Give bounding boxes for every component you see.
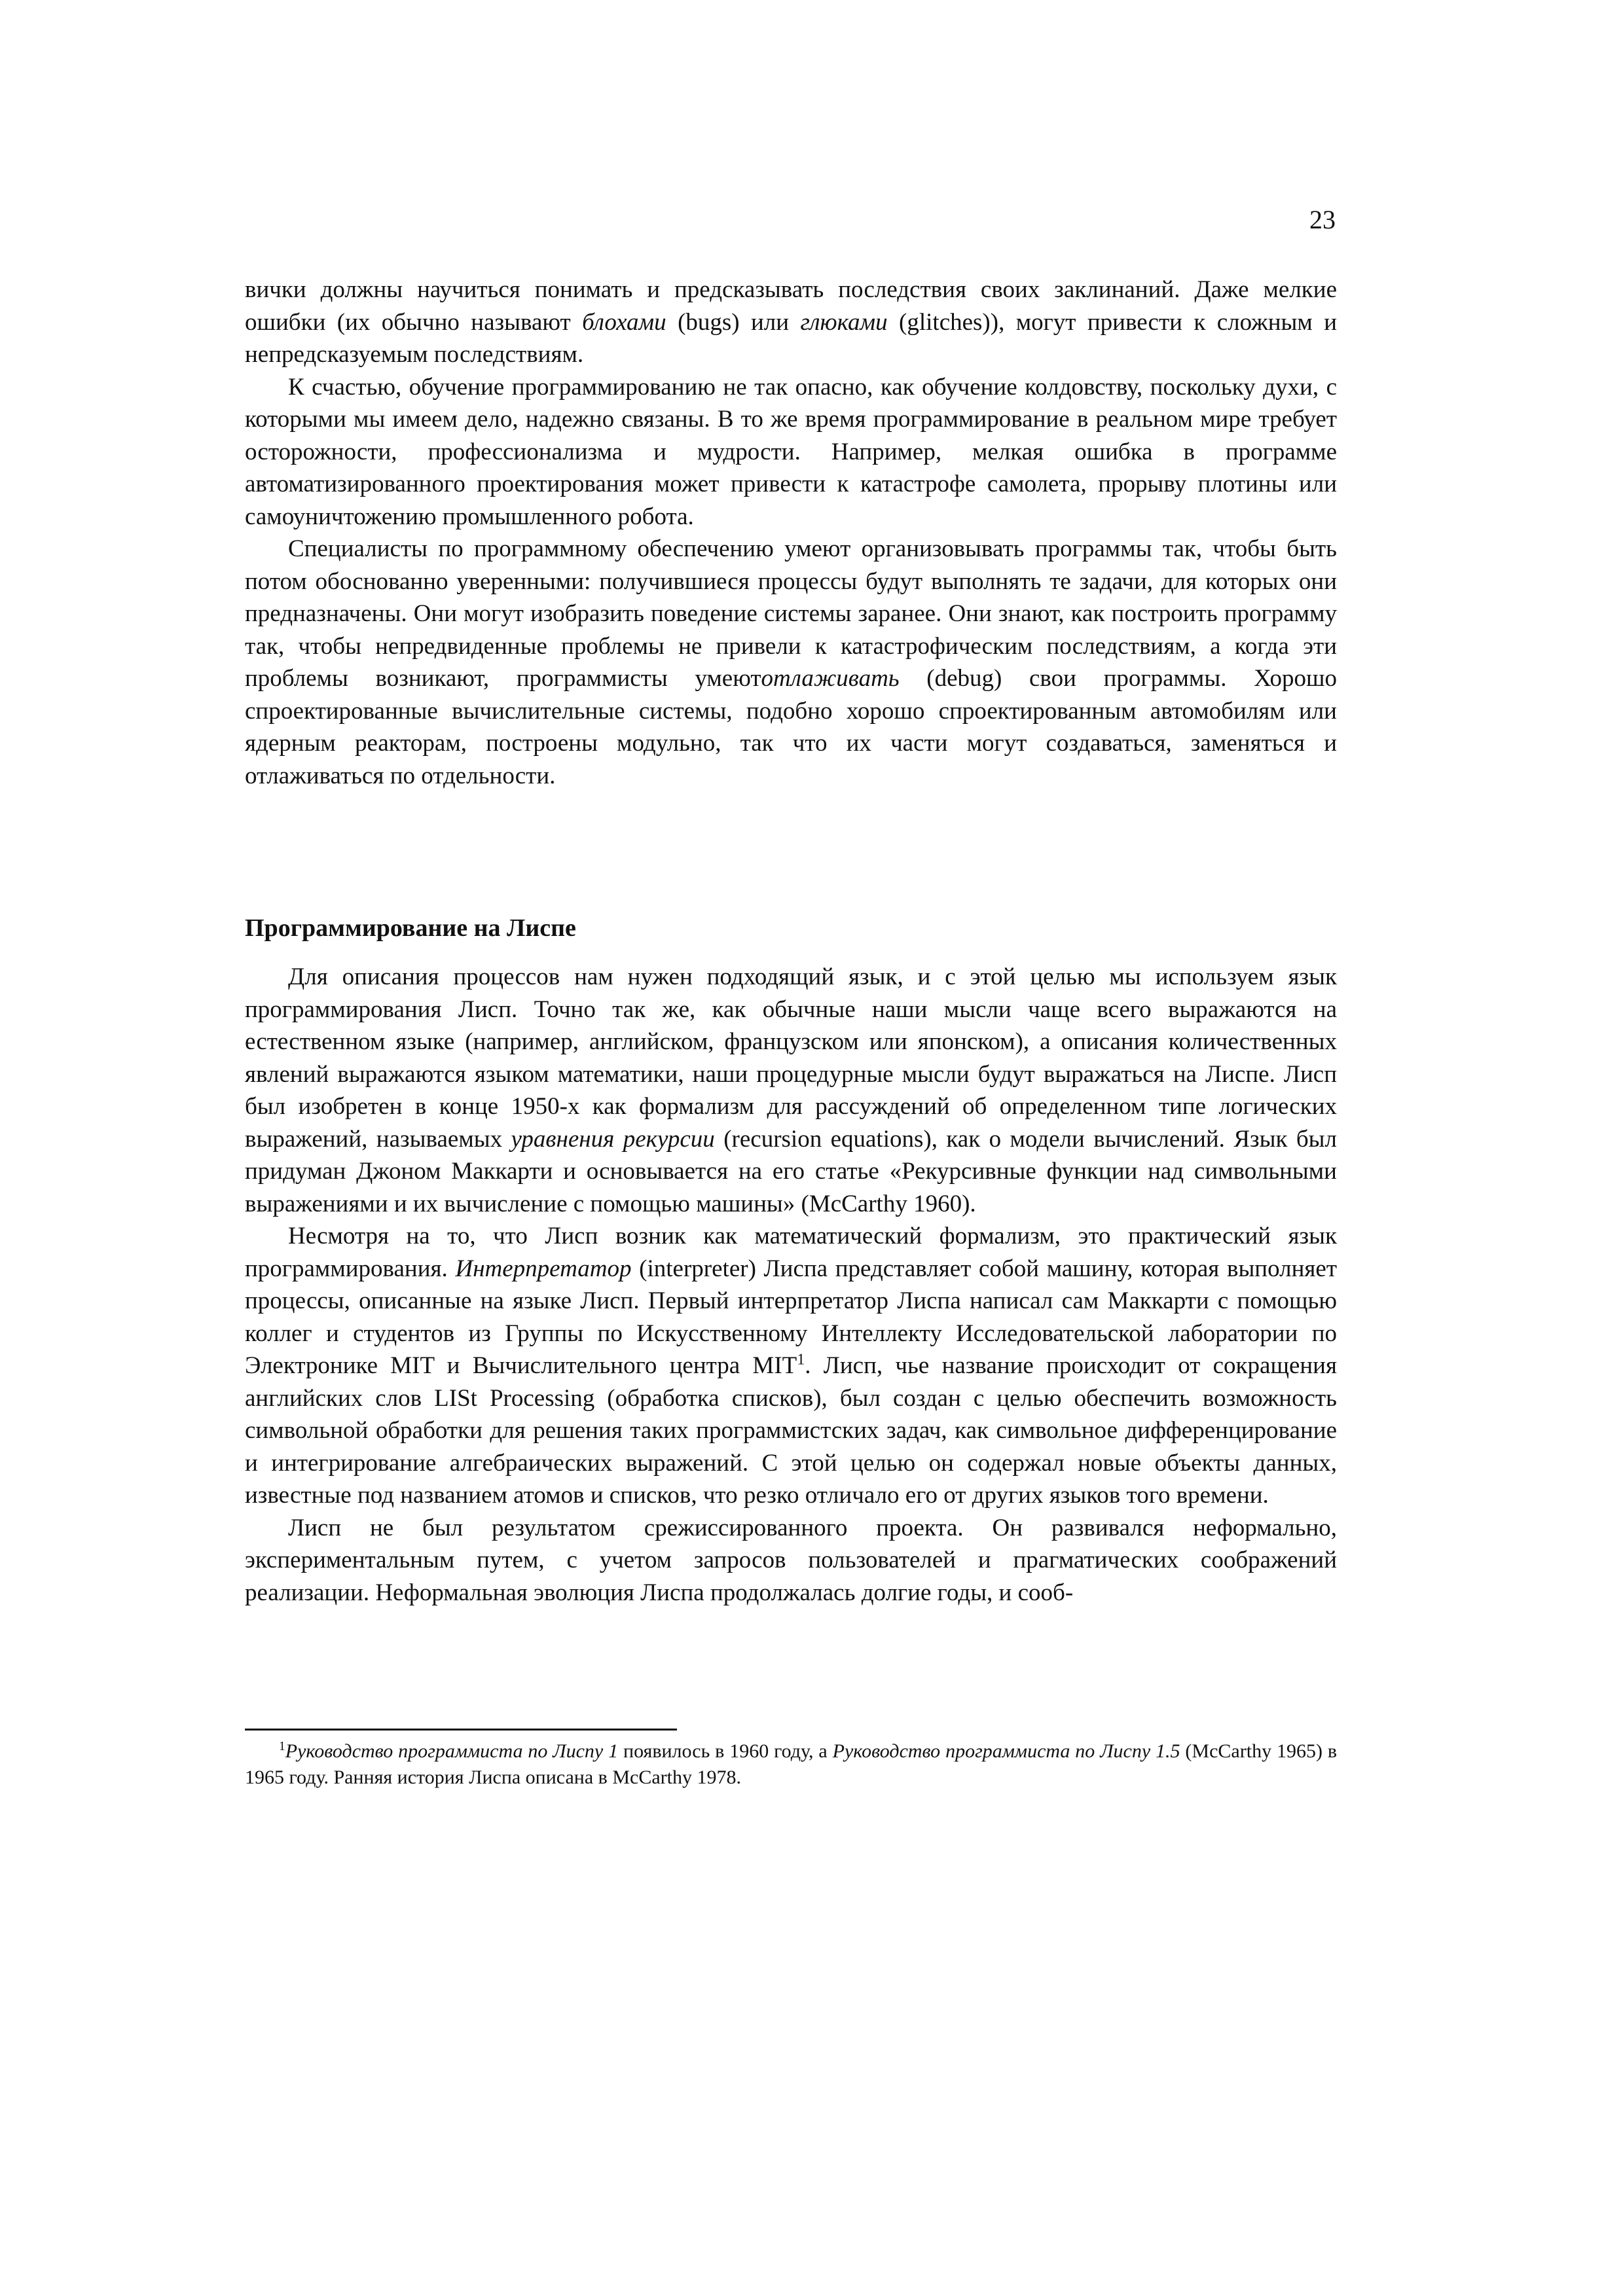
paragraph-lisp-evolution: Лисп не был результатом срежиссированного проекта. Он развивался неформально, экспериментальным путем, с учетом запросов пользователей и прагматических соображений реализации. Неформальная эволюция Лиспа продолжалась долгие годы, и сооб-: [245, 1514, 1337, 1606]
footnote-reference: 1: [797, 1351, 805, 1369]
term-debug: отлаживать: [761, 665, 900, 692]
page-number: 23: [1309, 205, 1336, 234]
term-recursion-equations: уравнения рекурсии: [511, 1125, 715, 1153]
term-glitches: глюками: [800, 308, 888, 336]
term-bugs: блохами: [582, 308, 666, 336]
section-heading: Программирование на Лиспе: [245, 914, 576, 942]
footnote-divider: [245, 1729, 677, 1731]
body-text-top: [245, 274, 1337, 792]
paragraph-software-specialists: Специалисты по программному обеспечению умеют организовывать программы так, чтобы быть потом обоснованно уверенными: получившиеся процессы будут выполнять те задачи, для которых они предназначены. Они могут изобразить поведение системы заранее. Они знают, как построить программу так, чтобы непредвиденные проблемы не привели к катастрофическим последствиям, а когда эти проблемы возникают, программисты умеютотлаживать (debug) свои программы. Хорошо спроектированные вычислительные системы, подобно хорошо спроектированным автомобилям или ядерным реакторам, построены модульно, так что их части могут создаваться, заменяться и отлаживаться по отдельности.: [245, 535, 1337, 789]
paragraph-lisp-interpreter: Несмотря на то, что Лисп возник как математический формализм, это практический язык программирования. Интерпретатор (interpreter) Лиспа представляет собой машину, которая выполняет процессы, описанные на языке Лисп. Первый интерпретатор Лиспа написал сам Маккарти с помощью коллег и студентов из Группы по Искусственному Интеллекту Исследовательской лаборатории по Электронике MIT и Вычислительного центра MIT$^1$. Лисп, чье название происходит от сокращения английских слов LISt Processing (обработка списков), был создан с целью обеспечить возможность символьной обработки для решения таких программистских задач, как символьное дифференцирование и интегрирование алгебраических выражений. С этой целью он содержал новые объекты данных, известные под названием атомов и списков, что резко отличало его от других языков того времени.: [245, 1223, 1337, 1509]
body-text-lisp: [245, 961, 1337, 1609]
footnote-mark: 1: [279, 1740, 285, 1753]
term-interpreter: Интерпретатор: [455, 1255, 632, 1282]
paragraph-spells-bugs: вички должны научиться понимать и предсказывать последствия своих заклинаний. Даже мелкие ошибки (их обычно называют блохами (bugs) или глюками (glitches)), могут привести к сложным и непредсказуемым последствиям.: [245, 276, 1337, 368]
paragraph-programming-risk: К счастью, обучение программированию не так опасно, как обучение колдовству, поскольку духи, с которыми мы имеем дело, надежно связаны. В то же время программирование в реальном мире требует осторожности, профессионализма и мудрости. Например, мелкая ошибка в программе автоматизированного проектирования может привести к катастрофе самолета, прорыву плотины или самоуничтожению промышленного робота.: [245, 373, 1337, 530]
footnote: $^1$Руководство программиста по Лиспу 1 появилось в 1960 году, а Руководство программиста по Лиспу 1.5 (McCarthy 1965) в 1965 году. Ранняя история Лиспа описана в McCarthy 1978.: [245, 1740, 1337, 1788]
paragraph-lisp-language: Для описания процессов нам нужен подходящий язык, и с этой целью мы используем язык программирования Лисп. Точно так же, как обычные наши мысли чаще всего выражаются на естественном языке (например, английском, французском или японском), а описания количественных явлений выражаются языком математики, наши процедурные мысли будут выражаться на Лиспе. Лисп был изобретен в конце 1950-х как формализм для рассуждений об определенном типе логических выражений, называемых уравнения рекурсии (recursion equations), как о модели вычислений. Язык был придуман Джоном Маккарти и основывается на его статье «Рекурсивные функции над символьными выражениями и их вычисление с помощью машины» (McCarthy 1960).: [245, 963, 1337, 1217]
